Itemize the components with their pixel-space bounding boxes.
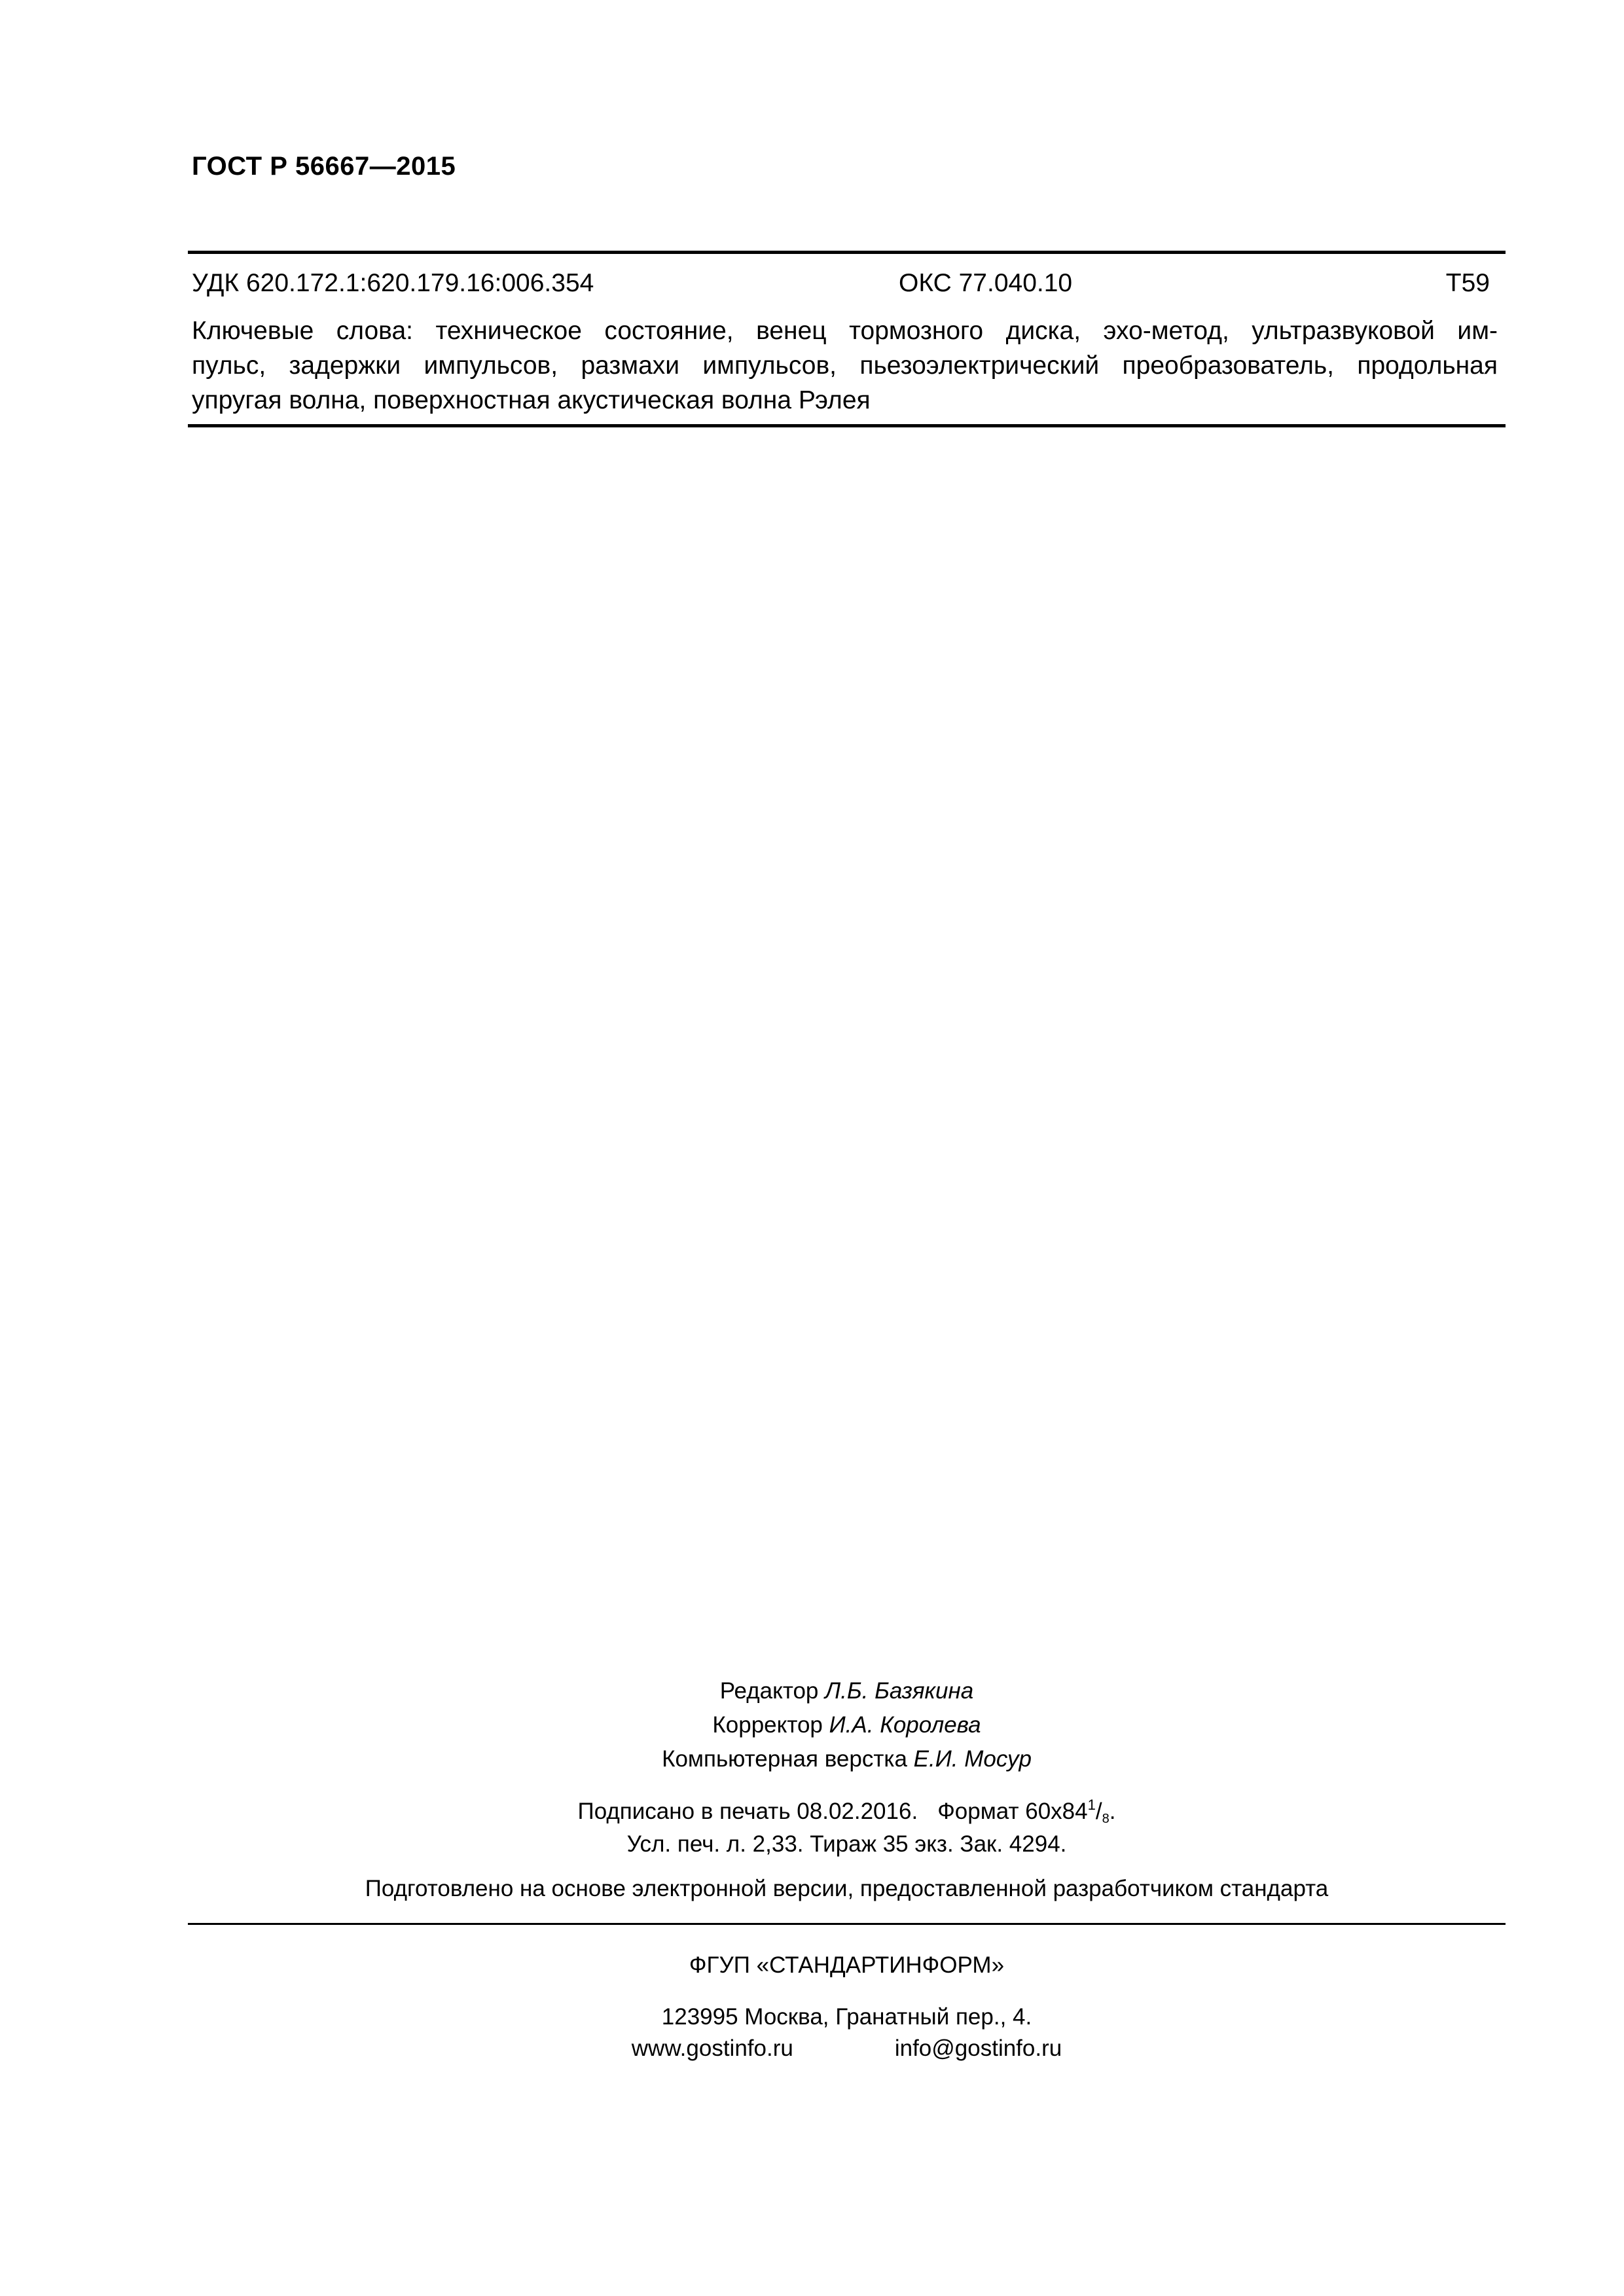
- signed-date: Подписано в печать 08.02.2016.: [577, 1799, 918, 1824]
- format-denominator: 8: [1102, 1812, 1110, 1826]
- keywords-line: пульс, задержки импульсов, размахи импульсов, пьезоэлектрический преобразователь, продольная: [192, 351, 1498, 380]
- keywords-divider: [188, 424, 1506, 427]
- layout-role: Компьютерная верстка: [662, 1746, 907, 1772]
- format-numerator: 1: [1087, 1797, 1096, 1813]
- publisher-web-contacts: [188, 2033, 1506, 2064]
- keywords-line: упругая волна, поверхностная акустическая волна Рэлея: [192, 386, 871, 414]
- editor-role: Редактор: [719, 1678, 819, 1704]
- publisher-address: 123995 Москва, Гранатный пер., 4.: [661, 2004, 1032, 2030]
- corrector-credit: [188, 1708, 1506, 1742]
- editor-credit: [188, 1674, 1506, 1708]
- layout-name: Е.И. Мосур: [913, 1746, 1032, 1772]
- format-prefix: Формат 60х84: [937, 1799, 1088, 1824]
- imprint-divider: [188, 1923, 1506, 1925]
- email-link[interactable]: info@gostinfo.ru: [894, 2036, 1062, 2061]
- udk-code: УДК 620.172.1:620.179.16:006.354: [192, 269, 594, 297]
- classification-code: Т59: [1445, 269, 1490, 297]
- layout-credit: [188, 1742, 1506, 1776]
- prepared-note: Подготовлено на основе электронной версии, предоставленной разработчиком стандарта: [365, 1876, 1329, 1901]
- top-divider: [188, 251, 1506, 254]
- publisher-contacts: [188, 2001, 1506, 2064]
- corrector-role: Корректор: [712, 1712, 823, 1738]
- keywords-line: Ключевые слова: техническое состояние, венец тормозного диска, эхо-метод, ультразвуковой им-: [192, 317, 1498, 345]
- print-info-line-1: [188, 1795, 1506, 1828]
- standard-designation: ГОСТ Р 56667—2015: [192, 152, 456, 181]
- publisher-name: ФГУП «СТАНДАРТИНФОРМ»: [689, 1952, 1005, 1978]
- editor-name: Л.Б. Базякина: [825, 1678, 974, 1704]
- format-end: .: [1109, 1799, 1116, 1824]
- format-slash: /: [1095, 1799, 1102, 1824]
- credits-block: [188, 1674, 1506, 1776]
- corrector-name: И.А. Королева: [829, 1712, 981, 1738]
- keywords-paragraph: [192, 314, 1498, 418]
- oks-code: ОКС 77.040.10: [899, 269, 1073, 297]
- website-link[interactable]: www.gostinfo.ru: [631, 2036, 793, 2061]
- print-info-block: [188, 1795, 1506, 1861]
- print-info-line-2: Усл. печ. л. 2,33. Тираж 35 экз. Зак. 4294.: [626, 1831, 1067, 1857]
